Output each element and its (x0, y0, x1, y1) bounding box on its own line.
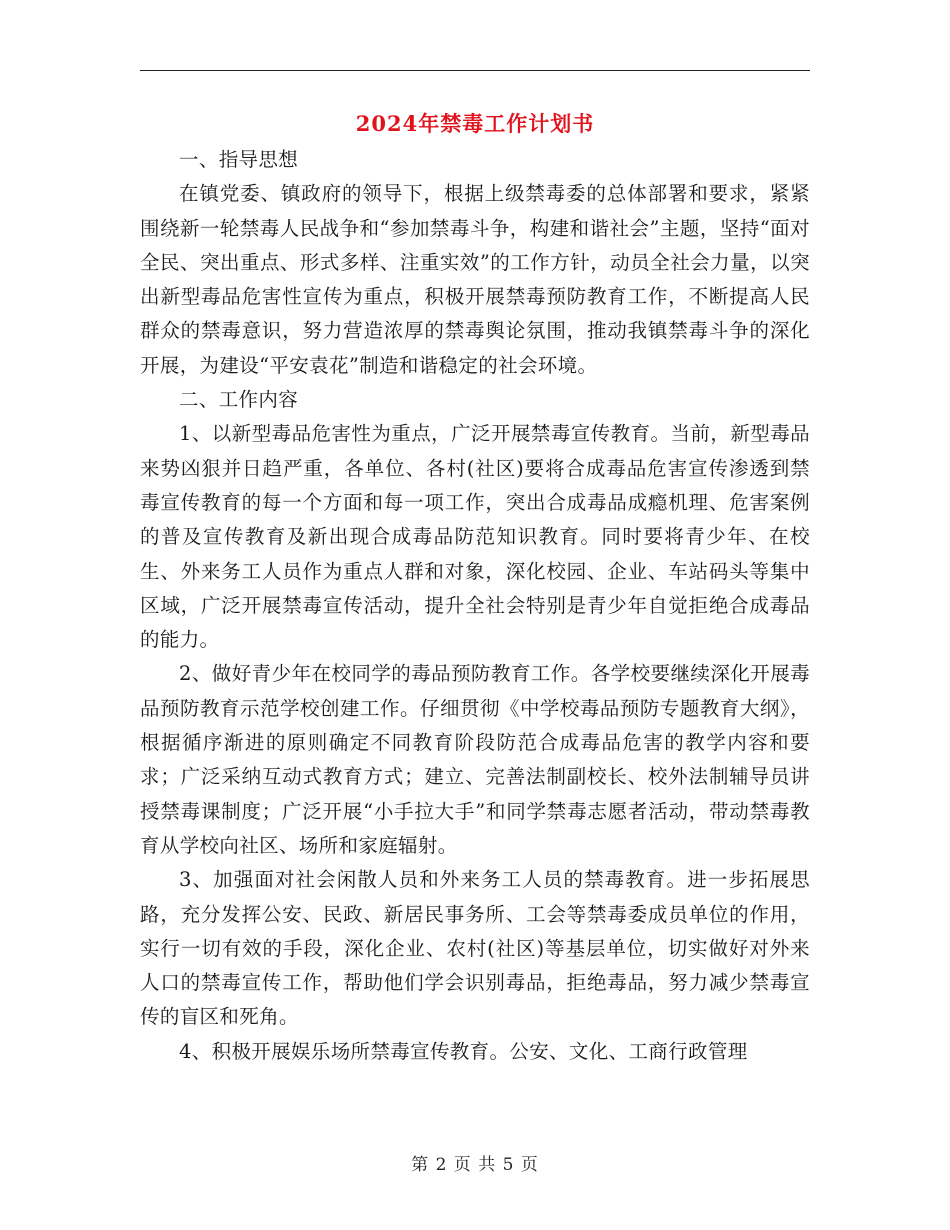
section-heading-guiding-ideology: 一、指导思想 (179, 148, 299, 171)
body-paragraph: 3、加强面对社会闲散人员和外来务工人员的禁毒教育。进一步拓展思路，充分发挥公安、民政、新居民事务所、工会等禁毒委成员单位的作用，实行一切有效的手段，深化企业、农村(社区)等基层单位，切实做好对外来人口的禁毒宣传工作，帮助他们学会识别毒品，拒绝毒品，努力减少禁毒宣传的盲区和死角。 (140, 868, 810, 1029)
header-rule (140, 70, 810, 71)
document-body (140, 143, 810, 1069)
document-title: 2024年禁毒工作计划书 (355, 111, 595, 136)
body-paragraph: 1、以新型毒品危害性为重点，广泛开展禁毒宣传教育。当前，新型毒品来势凶狠并日趋严重，各单位、各村(社区)要将合成毒品危害宣传渗透到禁毒宣传教育的每一个方面和每一项工作，突出合成毒品成瘾机理、危害案例的普及宣传教育及新出现合成毒品防范知识教育。同时要将青少年、在校生、外来务工人员作为重点人群和对象，深化校园、企业、车站码头等集中区域，广泛开展禁毒宣传活动，提升全社会特别是青少年自觉拒绝合成毒品的能力。 (140, 422, 810, 652)
page-number-footer: 第 2 页 共 5 页 (411, 1155, 539, 1175)
body-paragraph: 在镇党委、镇政府的领导下，根据上级禁毒委的总体部署和要求，紧紧围绕新一轮禁毒人民战争和“参加禁毒斗争，构建和谐社会”主题，坚持“面对全民、突出重点、形式多样、注重实效”的工作方针，动员全社会力量，以突出新型毒品危害性宣传为重点，积极开展禁毒预防教育工作，不断提高人民群众的禁毒意识，努力营造浓厚的禁毒舆论氛围，推动我镇禁毒斗争的深化开展，为建设“平安袁花”制造和谐稳定的社会环境。 (140, 182, 810, 377)
body-paragraph: 4、积极开展娱乐场所禁毒宣传教育。公安、文化、工商行政管理 (179, 1039, 748, 1063)
section-heading-work-content: 二、工作内容 (179, 388, 299, 412)
body-paragraph: 2、做好青少年在校同学的毒品预防教育工作。各学校要继续深化开展毒品预防教育示范学校创建工作。仔细贯彻《中学校毒品预防专题教育大纲》，根据循序渐进的原则确定不同教育阶段防范合成毒品危害的教学内容和要求；广泛采纳互动式教育方式；建立、完善法制副校长、校外法制辅导员讲授禁毒课制度；广泛开展“小手拉大手”和同学禁毒志愿者活动，带动禁毒教育从学校向社区、场所和家庭辐射。 (140, 662, 810, 857)
